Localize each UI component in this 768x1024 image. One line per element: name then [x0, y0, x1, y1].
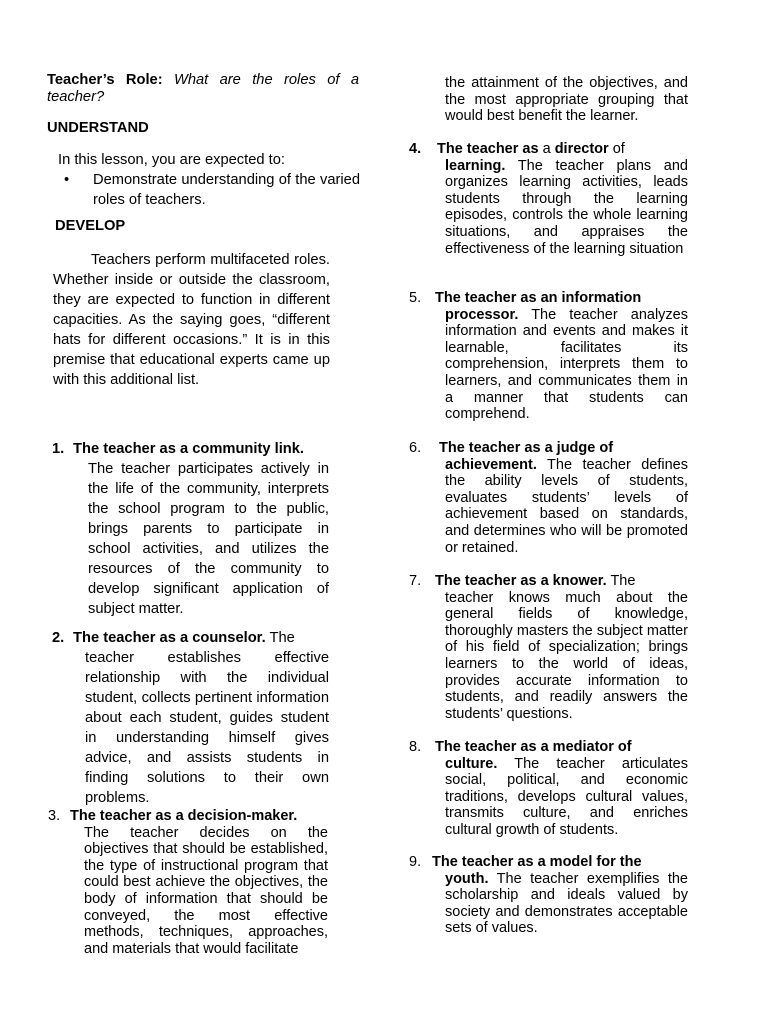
item-title: The teacher as a knower. [435, 573, 607, 589]
list-item [409, 440, 688, 556]
lesson-title [47, 72, 359, 106]
list-item [409, 739, 688, 839]
item-title: The teacher as a mediator of [435, 739, 632, 755]
item-number: 8. [409, 739, 422, 755]
item-number: 4. [409, 141, 422, 157]
continuation-text: the attainment of the objectives, and the most appropriate grouping that would best benefit the learner. [445, 75, 688, 125]
item-number: 5. [409, 290, 422, 306]
item-text: achievement. The teacher defines the ability levels of students, evaluates students’ levels of achievement based on standards, and determines who will be promoted or retained. [445, 456, 688, 556]
item-text: processor. The teacher analyzes information and events and makes it learnable, facilitates its comprehension, interprets them to learners, and communicates them in a manner that students can comprehend. [445, 306, 688, 423]
item-title: The teacher as an information [435, 290, 642, 306]
item-text: culture. The teacher articulates social, political, and economic traditions, develops cultural values, transmits culture, and enriches cultural growth of students. [445, 755, 688, 838]
item-text: youth. The teacher exemplifies the scholarship and ideals valued by society and demonstrates acceptable sets of values. [445, 870, 688, 937]
item-title: The teacher as a decision-maker. [70, 808, 298, 824]
list-item: 7. The teacher as a knower. The teacher knows much about the general fields of knowledge, thoroughly masters the subject matter of his field of specialization; brings learners to the world of ideas, provides accurate information to students, and readily answers the students’ questions. [409, 573, 688, 722]
bullet-dot: • [64, 172, 70, 188]
understand-intro: In this lesson, you are expected to: [58, 152, 285, 168]
list-item [52, 439, 329, 619]
item-text: teacher establishes effective relationship with the individual student, collects pertinent information about each student, guides student in understanding himself gives advice, and assists students in finding solutions to their own problems. [85, 650, 329, 806]
item-text: learning. The teacher plans and organizes learning activities, leads students through the learning episodes, controls the whole learning situations, and appraises the effectiveness of the learning situation [445, 157, 688, 257]
understand-bullet [64, 170, 360, 210]
item-title: The teacher as a community link. [73, 441, 304, 457]
develop-heading: DEVELOP [55, 218, 126, 234]
item-title: The teacher as a judge of [439, 440, 614, 456]
item-number: 2. [52, 630, 65, 646]
item-text: The teacher participates actively in the life of the community, interprets the school program to the public, brings parents to participate in school activities, and utilizes the resources of the community to develop significant application of subject matter. [88, 461, 329, 617]
item-number: 9. [409, 854, 422, 870]
item-number: 7. [409, 573, 422, 589]
list-item [52, 628, 329, 808]
item-text: teacher knows much about the general fields of knowledge, thoroughly masters the subject matter of his field of specialization; brings learners to the world of ideas, provides accurate information to students, and readily answers the students’ questions. [445, 589, 688, 722]
understand-heading: UNDERSTAND [47, 120, 149, 136]
bullet-text: Demonstrate understanding of the varied roles of teachers. [93, 172, 360, 208]
item-number: 6. [409, 440, 422, 456]
list-item [409, 290, 688, 423]
item-title: The teacher as a model for the [432, 854, 642, 870]
title-question: What are the roles of a teacher? [47, 72, 359, 105]
item-title: The teacher as [437, 141, 539, 157]
list-item [409, 854, 688, 937]
item-title: The teacher as a counselor. [73, 630, 266, 646]
item-number: 3. [48, 808, 61, 824]
develop-paragraph: Teachers perform multifaceted roles. Whether inside or outside the classroom, they are expected to function in different capacities. As the saying goes, “different hats for different occasions.” It is in this premise that educational experts came up with this additional list. [53, 252, 330, 388]
item-text-lead: The [269, 630, 295, 646]
list-item [48, 808, 328, 957]
title-label: Teacher’s Role: [47, 72, 163, 88]
item-text: The teacher decides on the objectives that should be established, the type of instructional program that could best achieve the objectives, the body of information that should be conveyed, the most effective methods, techniques, approaches, and materials that would facilitate [84, 824, 328, 957]
list-item: 4. The teacher as a director of learning. The teacher plans and organizes learning activities, leads students through the learning episodes, controls the whole learning situations, and appraises the effectiveness of the learning situation [409, 141, 688, 257]
item-number: 1. [52, 441, 65, 457]
